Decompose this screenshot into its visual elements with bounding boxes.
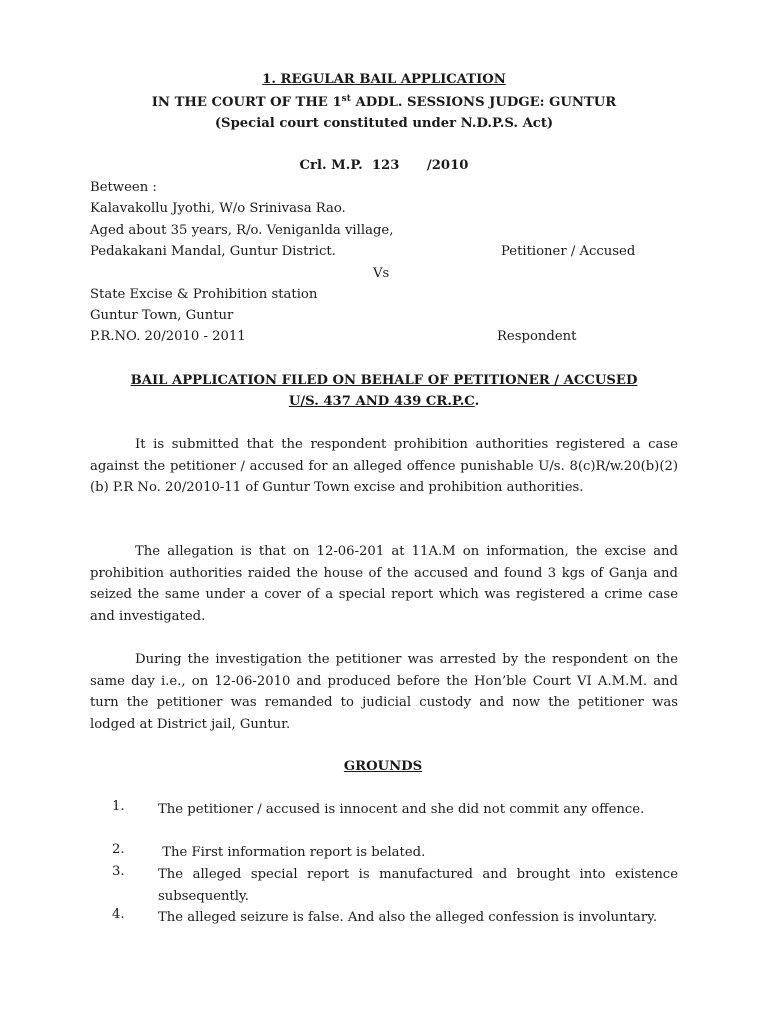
petitioner-line-3: Pedakakani Mandal, Guntur District. — [90, 244, 336, 259]
section-reference: U/S. 437 AND 439 CR.P.C — [288, 394, 475, 409]
court-prefix: IN THE COURT OF THE 1 — [151, 95, 342, 110]
respondent-label: Respondent — [497, 329, 577, 344]
respondent-line-2: Guntur Town, Guntur — [90, 308, 234, 323]
paragraph-case-registration: It is submitted that the respondent prohibition authorities registered a case against the petitioner / accused for an alleged offence punishable U/s. 8(c)R/w.20(b)(2)(b) P.R No. 20/2010-11 of Guntur Town excise and prohibition authorities. — [90, 437, 678, 496]
ground-number-1: 1. — [112, 799, 125, 814]
petitioner-line-2: Aged about 35 years, R/o. Veniganlda village, — [90, 223, 394, 238]
paragraph-allegation: The allegation is that on 12-06-201 at 11A.M on information, the excise and prohibition authorities raided the house of the accused and found 3 kgs of Ganja and seized the same under a cover of a special report which was registered a crime case and investigated. — [90, 544, 678, 625]
section-reference-end: . — [474, 394, 480, 409]
between-label: Between : — [90, 180, 157, 195]
grounds-heading: GROUNDS — [343, 759, 423, 774]
ground-text-2: The First information report is belated. — [158, 845, 426, 860]
case-number: Crl. M.P. 123 /2010 — [299, 158, 469, 173]
court-superscript: st — [341, 94, 351, 104]
respondent-line-1: State Excise & Prohibition station — [90, 287, 318, 302]
petitioner-label: Petitioner / Accused — [501, 244, 636, 259]
special-court-note: (Special court constituted under N.D.P.S. Act) — [214, 116, 554, 131]
ground-number-2: 2. — [112, 842, 125, 857]
ground-text-3: The alleged special report is manufactured and brought into existence subsequently. — [158, 867, 678, 904]
court-suffix: ADDL. SESSIONS JUDGE: GUNTUR — [350, 95, 617, 110]
petitioner-line-1: Kalavakollu Jyothi, W/o Srinivasa Rao. — [90, 201, 346, 216]
application-heading-line-1: BAIL APPLICATION FILED ON BEHALF OF PETITIONER / ACCUSED — [130, 373, 638, 388]
versus-label: Vs — [373, 266, 390, 281]
paragraph-investigation: During the investigation the petitioner was arrested by the respondent on the same day i.e., on 12-06-2010 and produced before the Hon’ble Court VI A.M.M. and turn the petitioner was remanded to judicial custody and now the petitioner was lodged at District jail, Guntur. — [90, 652, 678, 733]
respondent-line-3: P.R.NO. 20/2010 - 2011 — [90, 329, 246, 344]
ground-text-1: The petitioner / accused is innocent and she did not commit any offence. — [158, 802, 645, 817]
ground-text-4: The alleged seizure is false. And also the alleged confession is involuntary. — [158, 910, 658, 925]
application-heading-line-2 — [0, 394, 768, 409]
ground-number-3: 3. — [112, 864, 125, 879]
court-heading — [0, 94, 768, 110]
ground-number-4: 4. — [112, 907, 125, 922]
document-title: 1. REGULAR BAIL APPLICATION — [262, 72, 506, 87]
